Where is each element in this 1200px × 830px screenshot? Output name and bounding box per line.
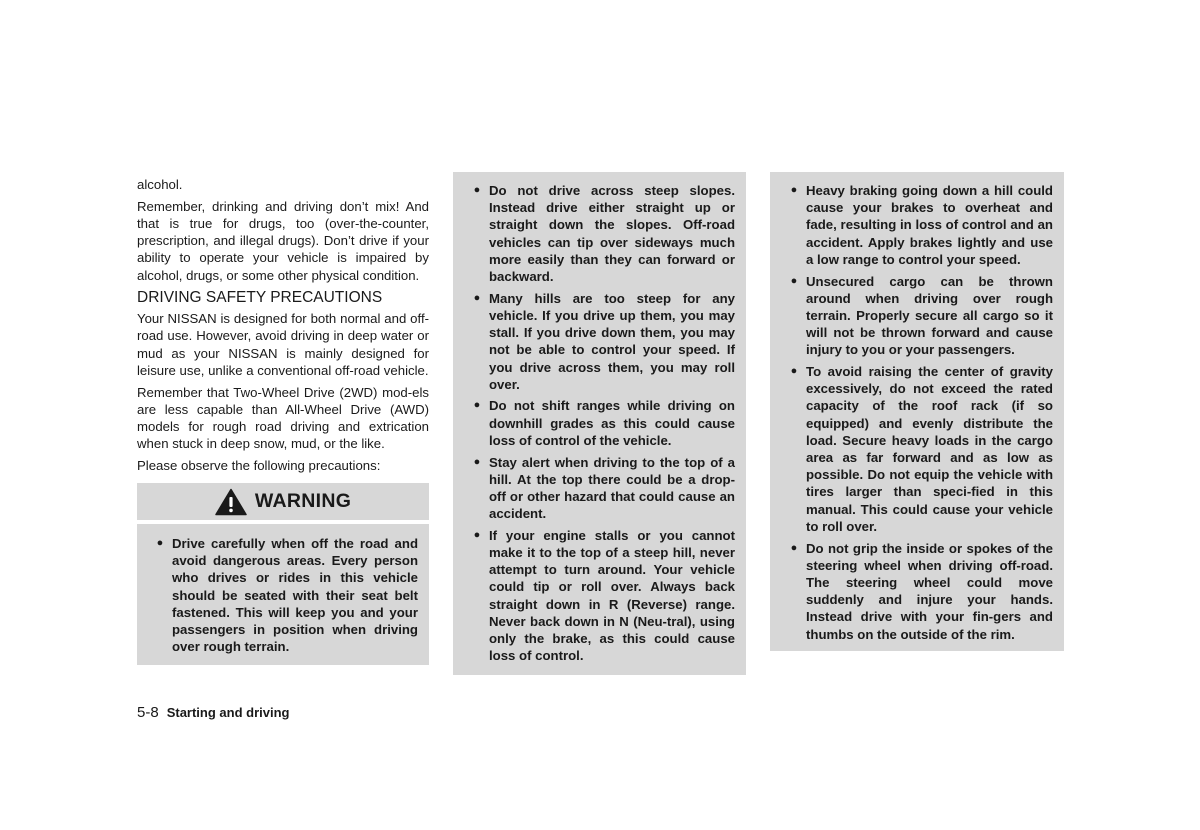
list-item: ● Do not shift ranges while driving on downhill grades as this could cause loss of control of the vehicle. [465, 397, 735, 449]
bullet-icon: ● [790, 274, 798, 287]
right-bullet-list [782, 182, 1053, 643]
list-item: ● Drive carefully when off the road and avoid dangerous areas. Every person who drives or rides in this vehicle should be seated with their seat belt fastened. This will keep you and your passengers in position when driving over rough terrain. [148, 535, 418, 655]
list-item: ● Stay alert when driving to the top of a hill. At the top there could be a drop-off or other hazard that could cause an accident. [465, 454, 735, 523]
paragraph-drinking: Remember, drinking and driving don’t mix! And that is true for drugs, too (over-the-counter, prescription, and illegal drugs). Don’t drive if your ability to operate your vehicle is impaired by alcohol, drugs, or some other physical condition. [137, 198, 429, 283]
bullet-icon: ● [473, 291, 481, 304]
bullet-icon: ● [473, 528, 481, 541]
list-item: ● If your engine stalls or you cannot make it to the top of a steep hill, never attempt to turn around. Your vehicle could tip or roll over. Always back straight down in R (Reverse) range. Never back down in N (Neu-tral), using only the brake, as this could cause loss of control. [465, 527, 735, 665]
middle-column-box [453, 172, 746, 675]
bullet-icon: ● [473, 184, 481, 196]
paragraph-observe: Please observe the following precautions: [137, 457, 381, 473]
warning-bullet-list [148, 535, 418, 655]
bullet-icon: ● [473, 399, 481, 412]
bullet-icon: ● [156, 537, 164, 550]
list-item: ● Unsecured cargo can be thrown around when driving over rough terrain. Properly secure all cargo so it will not be thrown forward and cause injury to you or your passengers. [782, 273, 1053, 359]
paragraph-design: Your NISSAN is designed for both normal and off-road use. However, avoid driving in deep water or mud as your NISSAN is mainly designed for leisure use, unlike a conventional off-road vehicle. [137, 311, 429, 378]
warning-body [137, 524, 429, 665]
list-item: ● Heavy braking going down a hill could cause your brakes to overheat and fade, resulting in loss of control and an accident. Apply brakes lightly and use a low range to control your speed. [782, 182, 1053, 268]
list-item: ● Many hills are too steep for any vehicle. If you drive up them, you may stall. If you drive down them, you may not be able to control your speed. If you drive across them, you may roll over. [465, 290, 735, 393]
list-item: ● To avoid raising the center of gravity excessively, do not exceed the rated capacity of the roof rack (if so equipped) and evenly distribute the load. Secure heavy loads in the cargo area as far forward and as low as possible. Do not equip the vehicle with tires larger than speci-fied in this manual. This could cause your vehicle to roll over. [782, 363, 1053, 535]
section-heading: DRIVING SAFETY PRECAUTIONS [137, 289, 383, 307]
bullet-icon: ● [790, 541, 798, 554]
warning-title: WARNING [254, 489, 352, 512]
warning-header [137, 483, 429, 520]
page-number: 5-8 [137, 704, 159, 721]
list-item: ● Do not drive across steep slopes. Instead drive either straight up or straight down the slopes. Off-road vehicles can tip over sideways much more easily than they can forward or backward. [465, 182, 735, 285]
page-footer [137, 704, 289, 721]
bullet-icon: ● [473, 455, 481, 468]
left-column [137, 176, 429, 665]
right-column-box [770, 172, 1064, 651]
middle-bullet-list [465, 182, 735, 664]
bullet-icon: ● [790, 184, 798, 196]
warning-triangle-icon [215, 488, 247, 516]
paragraph-2wd: Remember that Two-Wheel Drive (2WD) mod-els are less capable than All-Wheel Drive (AWD) models for rough road driving and extrication when stuck in deep snow, mud, or the like. [137, 384, 429, 452]
paragraph-alcohol: alcohol. [137, 177, 183, 192]
section-name: Starting and driving [166, 705, 290, 720]
list-item: ● Do not grip the inside or spokes of the steering wheel when driving off-road. The steering wheel could move suddenly and injure your hands. Instead drive with your fin-gers and thumbs on the outside of the rim. [782, 540, 1053, 643]
bullet-icon: ● [790, 365, 798, 378]
